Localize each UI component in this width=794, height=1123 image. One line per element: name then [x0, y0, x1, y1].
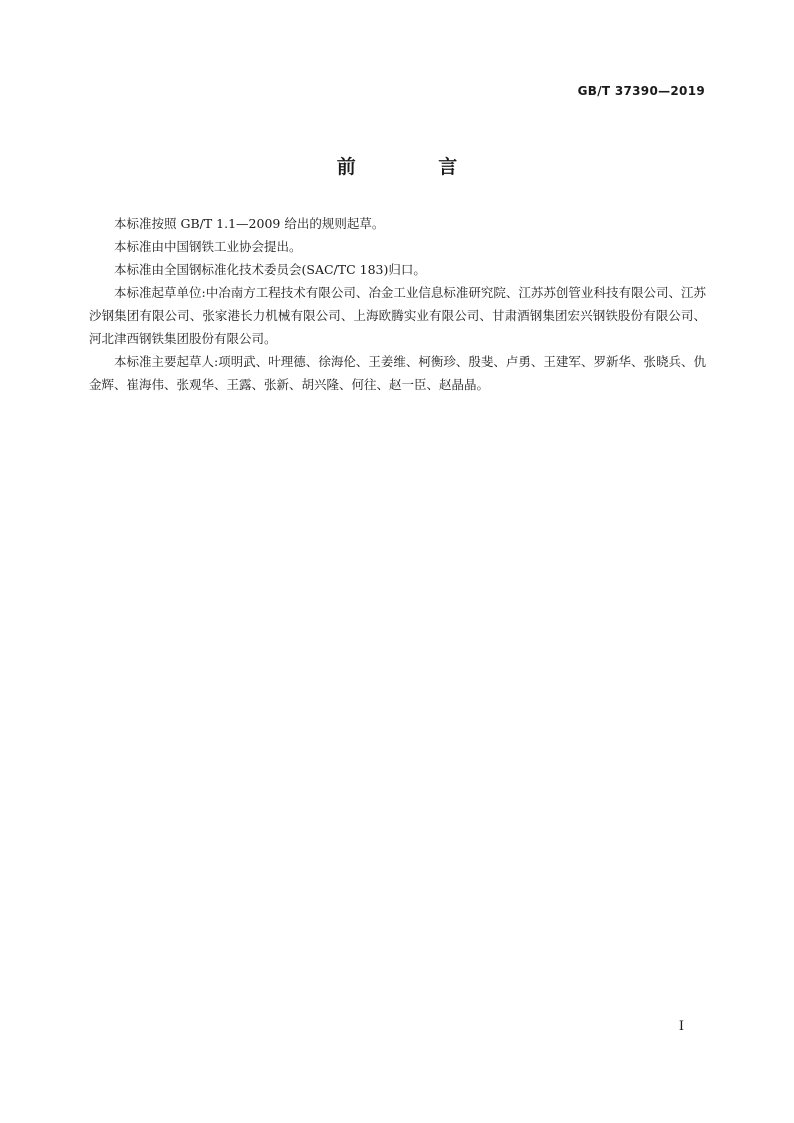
paragraph-main-drafters: 本标准主要起草人:项明武、叶理德、徐海伦、王姜维、柯衡珍、殷斐、卢勇、王建军、罗新华、张晓兵、仇金辉、崔海伟、张观华、王露、张新、胡兴隆、何往、赵一臣、赵晶晶。 [89, 354, 706, 392]
standard-code: GB/T 37390—2019 [577, 84, 705, 98]
foreword-body [89, 212, 706, 396]
paragraph-technical-committee: 本标准由全国钢标准化技术委员会(SAC/TC 183)归口。 [114, 262, 426, 277]
page-number: I [678, 1019, 684, 1034]
paragraph-proposer: 本标准由中国钢铁工业协会提出。 [114, 239, 302, 254]
foreword-title: 前 言 [336, 156, 496, 178]
paragraph-drafting-rules: 本标准按照 GB/T 1.1—2009 给出的规则起草。 [114, 216, 385, 231]
paragraph-drafting-organizations: 本标准起草单位:中冶南方工程技术有限公司、冶金工业信息标准研究院、江苏苏创管业科技有限公司、江苏沙钢集团有限公司、张家港长力机械有限公司、上海欧腾实业有限公司、甘肃酒钢集团宏兴钢铁股份有限公司、河北津西钢铁集团股份有限公司。 [89, 285, 706, 346]
